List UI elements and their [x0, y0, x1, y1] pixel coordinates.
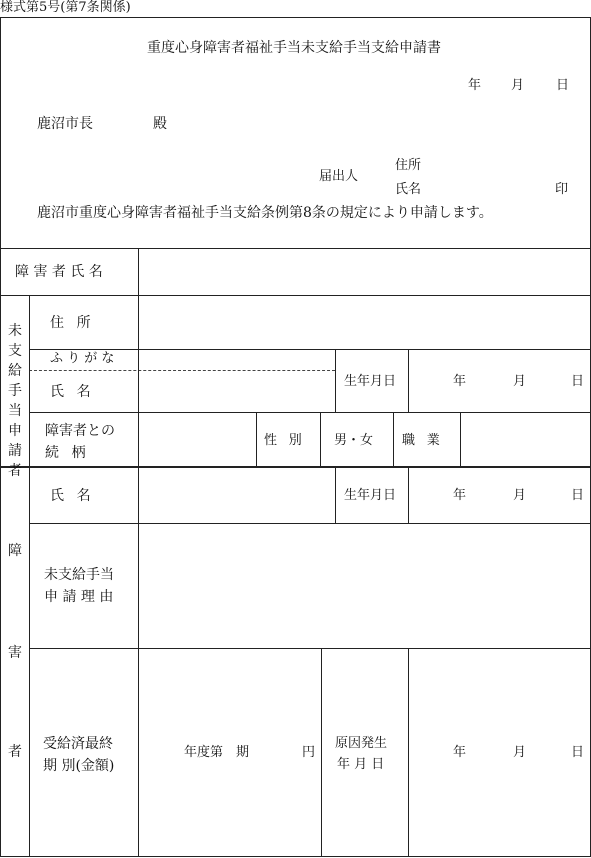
addressee-honorific: 殿: [153, 116, 167, 132]
cause-label-line2: 年 月 日: [337, 757, 385, 772]
occupation-label: 職業: [402, 433, 440, 448]
statement: 鹿沼市重度心身障害者福祉手当支給条例第8条の規定により申請します。: [37, 205, 493, 221]
disabled-section-label-3: 者: [8, 744, 22, 760]
last-period-label-line1: 受給済最終: [43, 736, 113, 752]
claimant-birthdate-label: 生年月日: [344, 374, 397, 389]
claimant-furigana-field[interactable]: [140, 351, 334, 369]
claimant-furigana-label: ふ り が な: [50, 351, 115, 366]
cause-label-line1: 原因発生: [335, 736, 388, 751]
form-number: 様式第5号(第7条関係): [0, 0, 131, 15]
sex-value[interactable]: 男・女: [334, 433, 374, 448]
last-period-label-line2: 期 別(金額): [43, 758, 115, 774]
applicant-address-label: 住所: [395, 158, 422, 173]
period-value[interactable]: 年度第 期: [184, 745, 250, 760]
claimant-address-field[interactable]: [140, 297, 589, 348]
form-title: 重度心身障害者福祉手当未支給手当支給申請書: [147, 40, 441, 56]
relation-field[interactable]: [140, 414, 255, 466]
disabled-name-field-2[interactable]: [140, 470, 334, 522]
claimant-address-label: 住所: [50, 315, 91, 331]
occupation-field[interactable]: [462, 414, 589, 466]
applicant-label: 届出人: [319, 169, 359, 184]
disabled-name-label-2: 氏名: [50, 488, 91, 504]
claimant-name-field[interactable]: [140, 372, 334, 411]
addressee-name: 鹿沼市長: [37, 116, 93, 132]
claimant-name-label: 氏名: [50, 384, 91, 400]
sex-label: 性別: [264, 433, 302, 448]
disabled-birthdate-label: 生年月日: [344, 488, 397, 503]
relation-label-line1: 障害者との: [45, 423, 115, 439]
applicant-name-label: 氏名: [395, 182, 422, 197]
disabled-section-label-1: 障: [8, 543, 22, 559]
disabled-name-field[interactable]: [140, 250, 589, 294]
reason-label-line2: 申 請 理 由: [44, 589, 114, 605]
reason-field[interactable]: [140, 525, 589, 647]
relation-label-line2: 続柄: [45, 445, 86, 461]
claimant-section-label: 未支給手当申請者: [8, 323, 22, 479]
reason-label-line1: 未支給手当: [44, 567, 114, 583]
disabled-section-label-2: 害: [8, 645, 22, 661]
yen-unit: 円: [302, 745, 316, 760]
disabled-name-label: 障 害 者 氏 名: [15, 264, 103, 280]
seal-mark: 印: [555, 182, 569, 197]
